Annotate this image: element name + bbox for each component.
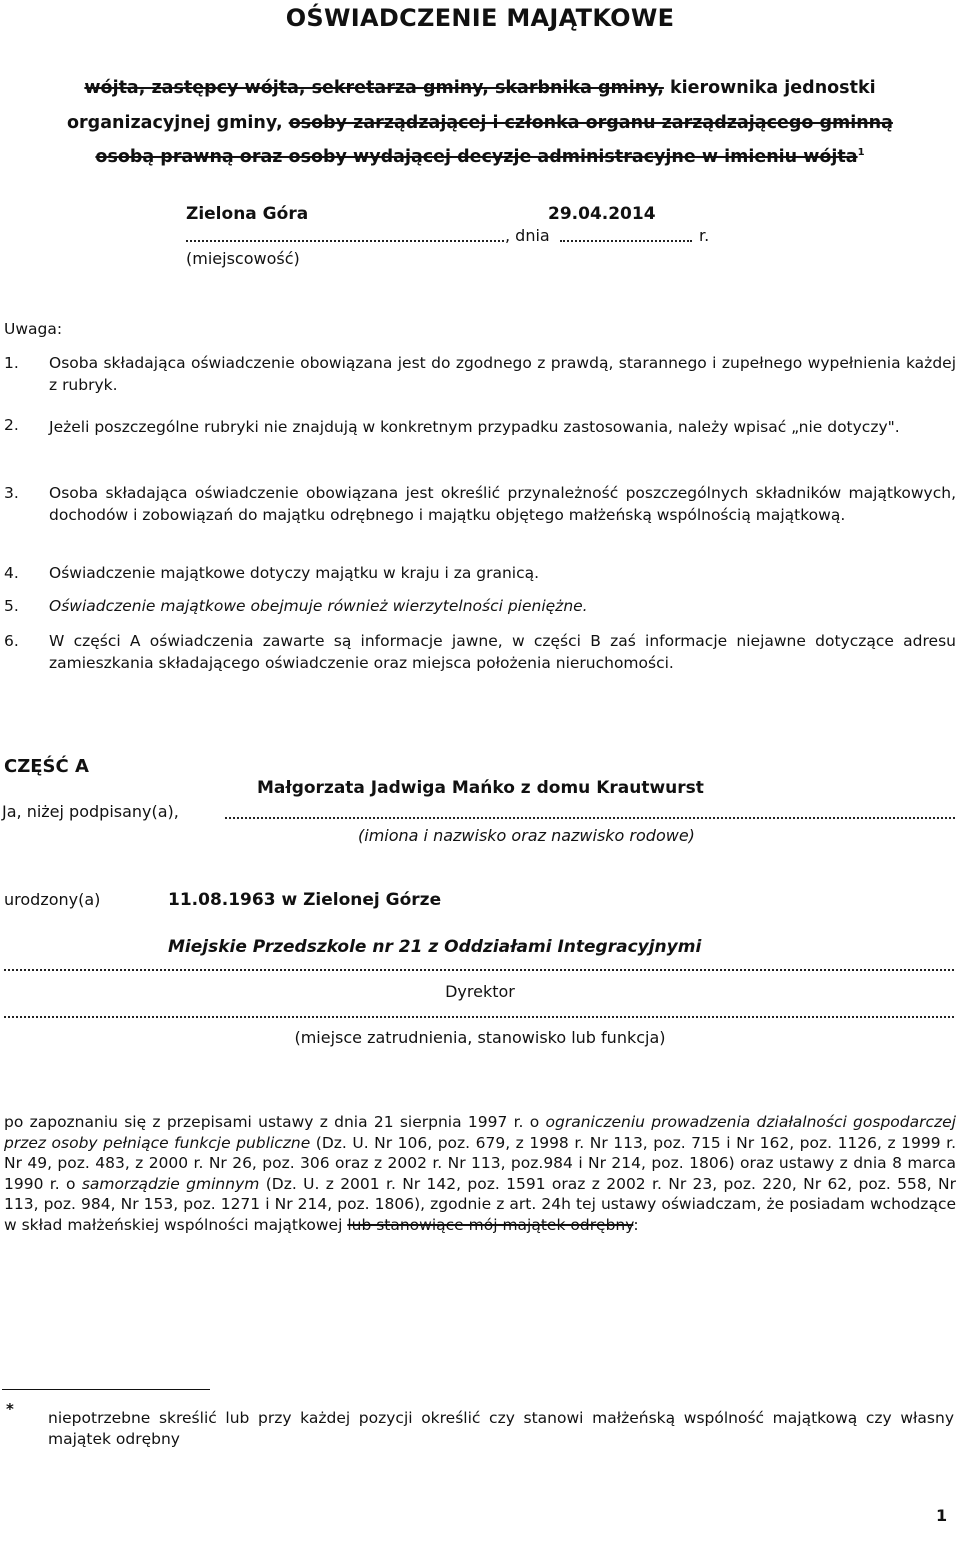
position-dotted-line bbox=[4, 1004, 954, 1018]
note-text: Oświadczenie majątkowe obejmuje również wierzytelności pieniężne. bbox=[49, 597, 588, 615]
law-title-italic: samorządzie gminnym bbox=[81, 1174, 260, 1193]
legal-text: (Dz. U. Nr 106, poz. 679, z 1998 r. Nr 113, poz. 715 i Nr 162, poz. 1126, z 1999 r. Nr 49, poz. 483, z 2000 r. Nr 26, poz. 306 oraz z 2002 r. Nr 113, poz.984 i Nr 214, poz. 1806) oraz ustawy z dnia 8 marca 1990 r. o bbox=[4, 1133, 956, 1193]
header-line-3 bbox=[0, 147, 960, 167]
born-label: urodzony(a) bbox=[4, 890, 101, 909]
note-number: 1. bbox=[4, 354, 19, 372]
note-number: 3. bbox=[4, 484, 19, 502]
struck-officials: wójta, zastępcy wójta, sekretarza gminy, skarbnika gminy, bbox=[84, 78, 664, 98]
full-name-value: Małgorzata Jadwiga Mańko z domu Krautwurst bbox=[257, 778, 704, 798]
position-value: Dyrektor bbox=[445, 982, 515, 1001]
note-item bbox=[0, 630, 960, 674]
place-dotted-line bbox=[186, 228, 504, 242]
footnote-text: niepotrzebne skreślić lub przy każdej pozycji określić czy stanowi małżeńską wspólność majątkową czy własny majątek odrębny bbox=[48, 1409, 954, 1448]
part-a-heading: CZĘŚĆ A bbox=[4, 756, 89, 777]
header-unit-head: kierownika jednostki bbox=[663, 78, 876, 98]
signed-label: Ja, niżej podpisany(a), bbox=[2, 802, 179, 821]
note-number: 5. bbox=[4, 597, 19, 615]
header-line-1 bbox=[0, 78, 960, 98]
law-title-italic: ograniczeniu prowadzenia działalności gospodarczej przez osoby pełniące funkcje publiczne bbox=[4, 1113, 956, 1152]
legal-basis-paragraph bbox=[4, 1112, 956, 1235]
note-number: 2. bbox=[4, 416, 19, 434]
dnia-label: , dnia bbox=[505, 226, 550, 245]
place-value: Zielona Góra bbox=[186, 204, 309, 224]
note-item bbox=[0, 562, 960, 584]
note-text: Osoba składająca oświadczenie obowiązana jest określić przynależność poszczególnych składników majątkowych, dochodów i zobowiązań do majątku odrębnego i majątku objętego małżeńską wspólnością majątkową. bbox=[49, 484, 956, 524]
note-number: 4. bbox=[4, 564, 19, 582]
born-value: 11.08.1963 w Zielonej Górze bbox=[168, 890, 442, 910]
struck-separate-property: lub stanowiące mój majątek odrębny bbox=[347, 1215, 634, 1234]
note-item bbox=[0, 414, 960, 441]
notes-heading: Uwaga: bbox=[4, 320, 63, 338]
note-item bbox=[0, 595, 960, 617]
employer-dotted-line bbox=[4, 957, 954, 971]
note-text: Jeżeli poszczególne rubryki nie znajdują w konkretnym przypadku zastosowania, należy wpisać „nie dotyczy". bbox=[49, 418, 900, 436]
legal-text: : bbox=[633, 1215, 639, 1234]
footnote-rule bbox=[2, 1389, 210, 1390]
note-number: 6. bbox=[4, 632, 19, 650]
note-text: Oświadczenie majątkowe dotyczy majątku w kraju i za granicą. bbox=[49, 564, 540, 582]
struck-managers: osoby zarządzającej i członka organu zarządzającego gminną bbox=[288, 113, 893, 133]
note-text: Osoba składająca oświadczenie obowiązana jest do zgodnego z prawdą, starannego i zupełnego wypełnienia każdej z rubryk. bbox=[49, 354, 956, 394]
footnote-marker: 1 bbox=[857, 147, 865, 159]
struck-legal-persons: osobą prawną oraz osoby wydającej decyzje administracyjne w imieniu wójta bbox=[95, 147, 858, 167]
employer-value: Miejskie Przedszkole nr 21 z Oddziałami Integracyjnymi bbox=[168, 937, 702, 957]
date-dotted-line bbox=[560, 228, 692, 242]
r-label: r. bbox=[699, 226, 710, 245]
footnote-mark: * bbox=[6, 1400, 14, 1418]
date-value: 29.04.2014 bbox=[548, 204, 656, 224]
header-line-2 bbox=[0, 113, 960, 133]
legal-text: (Dz. U. z 2001 r. Nr 142, poz. 1591 oraz z 2002 r. Nr 23, poz. 220, Nr 62, poz. 558, Nr 113, poz. 984, Nr 153, poz. 1271 i Nr 214, poz. 1806), zgodnie z art. 24h tej ustawy oświadczam, że posiadam wchodzące w skład małżeńskiej wspólności majątkowej bbox=[4, 1174, 956, 1234]
name-caption: (imiona i nazwisko oraz nazwisko rodowe) bbox=[358, 826, 695, 845]
header-org-unit: organizacyjnej gminy, bbox=[67, 113, 289, 133]
place-caption: (miejscowość) bbox=[186, 249, 300, 268]
legal-text: po zapoznaniu się z przepisami ustawy z dnia 21 sierpnia 1997 r. o bbox=[4, 1113, 546, 1131]
document-title: OŚWIADCZENIE MAJĄTKOWE bbox=[285, 4, 675, 32]
note-text: W części A oświadczenia zawarte są informacje jawne, w części B zaś informacje niejawne dotyczące adresu zamieszkania składającego oświadczenie oraz miejsca położenia nieruchomości. bbox=[49, 632, 956, 672]
note-item bbox=[0, 352, 960, 396]
employment-caption: (miejsce zatrudnienia, stanowisko lub funkcja) bbox=[294, 1028, 666, 1047]
name-dotted-line bbox=[225, 805, 955, 819]
page-number: 1 bbox=[936, 1506, 948, 1525]
note-item bbox=[0, 482, 960, 526]
